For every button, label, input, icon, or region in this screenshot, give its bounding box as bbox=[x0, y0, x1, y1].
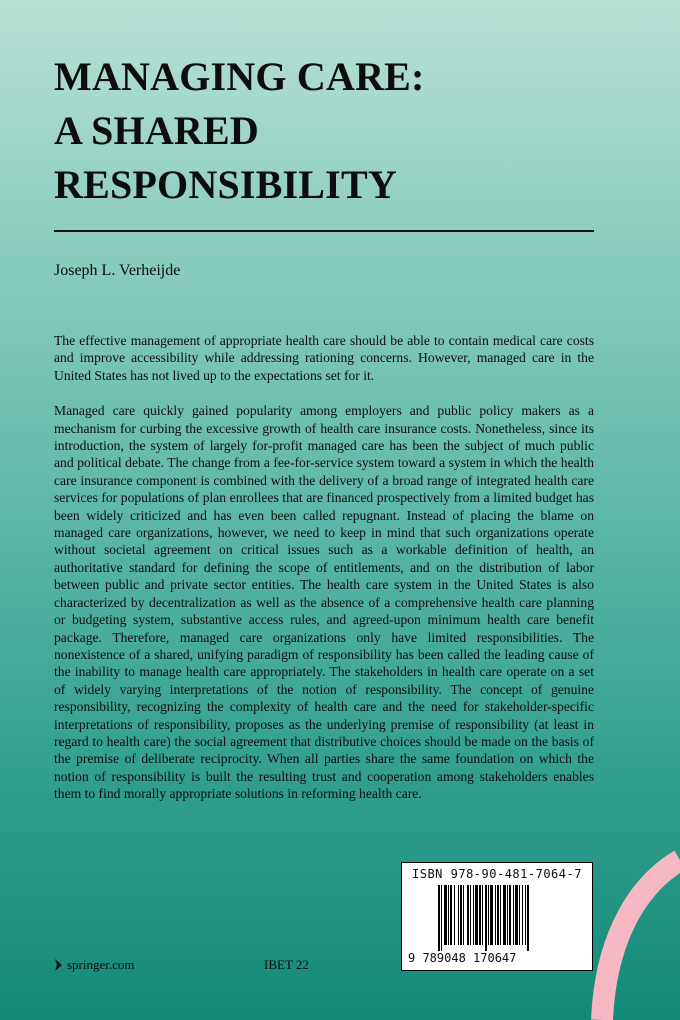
barcode-bar bbox=[513, 885, 514, 945]
barcode-bar bbox=[438, 885, 440, 951]
barcode-bar bbox=[454, 885, 455, 945]
author-name: Joseph L. Verheijde bbox=[54, 262, 181, 279]
barcode-bar bbox=[497, 885, 499, 945]
barcode-bar bbox=[467, 885, 469, 945]
barcode-bar bbox=[503, 885, 506, 945]
barcode-bar bbox=[463, 885, 464, 945]
barcode-bar bbox=[488, 885, 489, 945]
barcode-bar bbox=[527, 885, 529, 951]
isbn-barcode bbox=[401, 862, 593, 971]
barcode-bar bbox=[515, 885, 518, 945]
blurb-paragraph-2: Managed care quickly gained popularity among employers and public policy makers as a mechanism for curbing the excessive growth of health care insurance costs. Nonetheless, since its introduction, the system of largely for-profit managed care has been the subject of much public and political debate. The change from a fee-for-service system toward a system in which the health care insurance component is combined with the delivery of a broad range of integrated health care services for populations of plan enrollees that are financed prospectively from a limited budget has been widely criticized and has even been called repugnant. Instead of placing the blame on managed care organizations, however, we need to keep in mind that such organizations operate without societal agreement on critical issues such as a workable definition of health, an authoritative standard for defining the scope of entitlements, and on the distribution of labor between public and private sector entities. The health care system in the United States is also characterized by decentralization as well as the absence of a comprehensive health care planning or budgeting system, substantive access rules, and agreed-upon minimum health care benefit package. Therefore, managed care organizations only have limited responsibilities. The nonexistence of a shared, unifying paradigm of responsibility has been called the leading cause of the inability to manage health care appropriately. The stakeholders in health care operate on a set of widely varying interpretations of the notion of responsibility. The concept of genuine responsibility, recognizing the complexity of health care and the need for stakeholder-specific interpretations of responsibility, proposes as the underlying premise of responsibility (at least in regard to health care) the social agreement that distributive choices should be made on the basis of the premise of deliberate reciprocity. When all parties share the same foundation on which the notion of responsibility is built the resulting trust and cooperation among stakeholders enables them to find morally appropriate solutions in reforming health care. bbox=[54, 403, 594, 802]
barcode-bar bbox=[495, 885, 496, 945]
barcode-bar bbox=[448, 885, 449, 945]
blurb bbox=[54, 332, 594, 821]
barcode-bar bbox=[479, 885, 481, 945]
barcode-bar bbox=[500, 885, 501, 945]
barcode-digits: 9 789048 170647 bbox=[408, 951, 517, 965]
book-title bbox=[54, 50, 614, 212]
decorative-arc bbox=[590, 850, 680, 1020]
barcode-bar bbox=[522, 885, 523, 945]
title-line-3: RESPONSIBILITY bbox=[54, 162, 397, 207]
barcode-bar bbox=[482, 885, 483, 945]
title-line-2: A SHARED bbox=[54, 108, 259, 153]
barcode-bar bbox=[485, 885, 487, 951]
isbn-label: ISBN 978-90-481-7064-7 bbox=[412, 867, 582, 881]
chevron-right-icon bbox=[54, 959, 63, 971]
barcode-bar bbox=[475, 885, 478, 945]
barcode-bar bbox=[441, 885, 442, 951]
publisher-site: springer.com bbox=[67, 957, 135, 972]
barcode-bars bbox=[438, 885, 558, 951]
title-line-1: MANAGING CARE: bbox=[54, 54, 425, 99]
series-label: IBET 22 bbox=[264, 957, 309, 972]
barcode-bar bbox=[519, 885, 520, 945]
title-divider bbox=[54, 230, 594, 232]
barcode-bar bbox=[460, 885, 462, 945]
barcode-bar bbox=[450, 885, 452, 945]
barcode-bar bbox=[470, 885, 471, 945]
barcode-bar bbox=[458, 885, 459, 945]
barcode-bar bbox=[509, 885, 511, 945]
publisher-link[interactable] bbox=[54, 957, 135, 973]
barcode-bar bbox=[473, 885, 474, 945]
barcode-bar bbox=[525, 885, 526, 945]
blurb-paragraph-1: The effective management of appropriate health care should be able to contain medical care costs and improve accessibility while addressing rationing concerns. However, managed care in the United States has not lived up to the expectations set for it. bbox=[54, 333, 594, 383]
barcode-bar bbox=[490, 885, 493, 945]
barcode-bar bbox=[444, 885, 447, 945]
barcode-bar bbox=[507, 885, 508, 945]
